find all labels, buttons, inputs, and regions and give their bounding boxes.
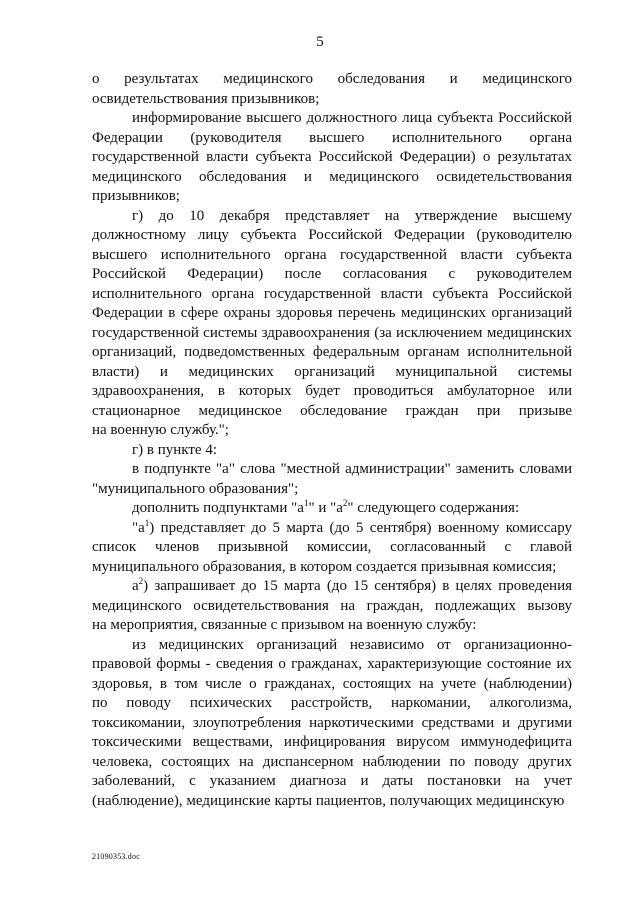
document-body <box>92 70 572 811</box>
paragraph-line: медицинского освидетельствования на граждан, подлежащих вызову <box>92 597 572 614</box>
paragraph-line: человека, состоящих на диспансерном наблюдении по поводу других <box>92 753 572 770</box>
paragraph-line: список членов призывной комиссии, согласованный с главой <box>92 539 572 555</box>
paragraph-line: освидетельствования призывников; <box>92 90 320 107</box>
paragraph-line: высшего исполнительного органа государственной власти субъекта <box>92 246 572 263</box>
paragraph-line: "муниципального образования"; <box>92 480 299 497</box>
paragraph-line: г) до 10 декабря представляет на утверждение высшему <box>132 207 572 224</box>
document-code: 21090353.doc <box>92 852 140 861</box>
paragraph-line: токсикомании, злоупотребления наркотическими средствами и другими <box>92 714 572 731</box>
paragraph-line: государственной системы здравоохранения (за исключением медицинских <box>92 324 572 341</box>
paragraph-line: здравоохранения, в которых будет проводиться амбулаторное или <box>92 383 572 399</box>
paragraph-line: дополнить подпунктами "$а^1$" и "$а^2$" следующего содержания: <box>132 498 520 516</box>
paragraph-line: государственной власти субъекта Российской Федерации) о результатах <box>92 149 572 165</box>
paragraph-line: токсическими веществами, инфицирования вирусом иммунодефицита <box>92 734 572 750</box>
paragraph-line: на военную службу."; <box>92 422 229 438</box>
paragraph-line: о результатах медицинского обследования и медицинского <box>92 71 572 87</box>
paragraph-line: по поводу психических расстройств, наркомании, алкоголизма, <box>92 695 572 711</box>
paragraph-line: организаций, подведомственных федеральным органам исполнительной <box>92 344 572 360</box>
paragraph-line: информирование высшего должностного лица субъекта Российской <box>132 110 572 126</box>
paragraph-line: $а^2$) запрашивает до 15 марта (до 15 сентября) в целях проведения <box>132 576 572 594</box>
paragraph-line: Федерации (руководителя высшего исполнительного органа <box>92 129 572 146</box>
paragraph-line: исполнительного органа государственной власти субъекта Российской <box>92 285 572 302</box>
paragraph-line: муниципального образования, в котором создается призывная комиссия; <box>92 558 557 575</box>
paragraph-line: в подпункте "а" слова "местной администрации" заменить словами <box>132 461 572 477</box>
paragraph-line: на мероприятия, связанные с призывом на военную службу: <box>92 617 477 633</box>
paragraph-line: здоровья, в том числе о гражданах, состоящих на учете (наблюдении) <box>92 675 572 692</box>
paragraph-line: стационарное медицинское обследование граждан при призыве <box>92 402 572 419</box>
paragraph-line: заболеваний, с указанием диагноза и даты постановки на учет <box>92 773 572 789</box>
paragraph-line: Федерации в сфере охраны здоровья перечень медицинских организаций <box>92 305 572 321</box>
paragraph-line: медицинского обследования и медицинского освидетельствования <box>92 168 572 185</box>
paragraph-line: власти) и медицинских организаций муниципальной системы <box>92 363 572 380</box>
paragraph-line: правовой формы - сведения о гражданах, характеризующие состояние их <box>92 656 572 672</box>
paragraph-line: из медицинских организаций независимо от организационно- <box>132 636 572 653</box>
paragraph-line: (наблюдение), медицинские карты пациентов, получающих медицинскую <box>92 792 565 809</box>
paragraph-line: "$а^1$) представляет до 5 марта (до 5 сентября) военному комиссару <box>132 517 572 536</box>
paragraph-line: г) в пункте 4: <box>132 441 218 458</box>
paragraph-line: призывников; <box>92 188 180 204</box>
paragraph-line: должностному лицу субъекта Российской Федерации (руководителю <box>92 227 572 243</box>
page-number: 5 <box>316 34 324 50</box>
paragraph-line: Российской Федерации) после согласования с руководителем <box>92 266 572 282</box>
